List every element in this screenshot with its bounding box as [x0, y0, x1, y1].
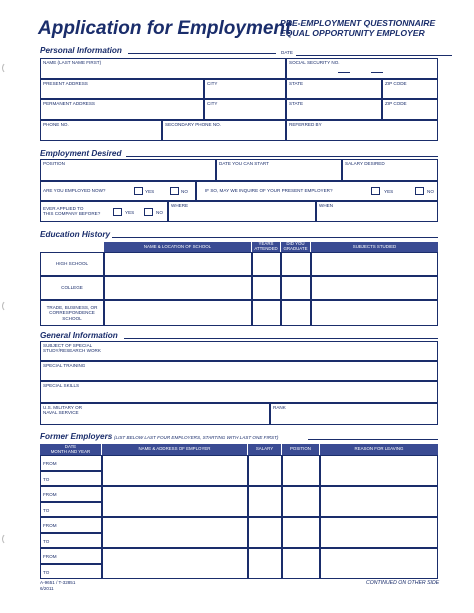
former-3-salary[interactable]: [248, 517, 282, 548]
former-1-position[interactable]: [282, 455, 320, 486]
former-note: (LIST BELOW LAST FOUR EMPLOYERS, STARTING WITH LAST ONE FIRST): [114, 435, 279, 440]
former-4-reason[interactable]: [320, 548, 438, 579]
edu-row-college-label: [40, 276, 104, 300]
former-1-to-date[interactable]: [40, 471, 102, 487]
punch-hole-bottom: [2, 533, 14, 545]
edu-trade-grad[interactable]: [281, 300, 311, 326]
phone-label: PHONE NO.: [43, 122, 69, 127]
applied-before-yes-label: YES: [125, 210, 135, 215]
special-study-label-2: STUDY/RESEARCH WORK: [43, 348, 101, 354]
ssn-dash-2: [371, 72, 383, 73]
ssn-dash-1: [338, 72, 350, 73]
permanent-state-field[interactable]: [286, 99, 382, 120]
personal-heading: Personal Information: [40, 46, 122, 55]
present-city-label: CITY: [207, 81, 218, 86]
applied-before-no-checkbox[interactable]: [144, 208, 153, 216]
rank-label: RANK: [273, 405, 286, 410]
permanent-address-field[interactable]: [40, 99, 204, 120]
start-date-label: DATE YOU CAN START: [219, 161, 269, 166]
special-study-label-1: SUBJECT OF SPECIAL: [43, 343, 93, 348]
continued-note: CONTINUED ON OTHER SIDE: [366, 580, 440, 586]
to-label: TO: [43, 507, 50, 513]
employed-now-yes-checkbox[interactable]: [134, 187, 143, 195]
form-subtitle: [280, 18, 435, 38]
former-2-to-date[interactable]: [40, 502, 102, 518]
former-3-to-date[interactable]: [40, 533, 102, 549]
edu-high-school-text: HIGH SCHOOL: [55, 261, 89, 267]
present-state-label: STATE: [289, 81, 304, 86]
permanent-zip-label: ZIP CODE: [385, 101, 407, 106]
former-col-position: POSITION: [282, 444, 320, 455]
inquire-no-label: NO: [427, 189, 434, 194]
former-3-from-date[interactable]: [40, 517, 102, 533]
position-label: POSITION: [43, 161, 65, 166]
to-label: TO: [43, 538, 50, 544]
special-training-label: SPECIAL TRAINING: [43, 363, 86, 368]
edu-college-grad[interactable]: [281, 276, 311, 300]
present-address-label: PRESENT ADDRESS: [43, 81, 88, 86]
secondary-phone-label: SECONDARY PHONE NO.: [165, 122, 221, 127]
where-label: WHERE: [171, 203, 189, 208]
applied-before-no-label: NO: [156, 210, 163, 215]
military-label-2: NAVAL SERVICE: [43, 410, 79, 416]
edu-col-graduate-line-2: GRADUATE: [283, 246, 308, 251]
former-col-name: NAME & ADDRESS OF EMPLOYER: [102, 444, 248, 455]
ssn-label: SOCIAL SECURITY NO.: [289, 60, 340, 65]
education-heading-rule: [112, 237, 438, 238]
personal-heading-rule: [128, 53, 276, 54]
permanent-state-label: STATE: [289, 101, 304, 106]
where-field[interactable]: [168, 201, 316, 222]
edu-col-graduate-line-1: DID YOU: [286, 241, 305, 247]
former-2-salary[interactable]: [248, 486, 282, 517]
special-skills-field[interactable]: [40, 381, 438, 403]
present-city-field[interactable]: [204, 79, 286, 99]
military-label-1: U.S. MILITARY OR: [43, 405, 83, 410]
permanent-city-field[interactable]: [204, 99, 286, 120]
inquire-yes-label: YES: [384, 189, 394, 194]
former-col-date: [40, 444, 102, 455]
edu-high-school-grad[interactable]: [281, 252, 311, 276]
referred-by-field[interactable]: [286, 120, 438, 141]
special-training-field[interactable]: [40, 361, 438, 381]
edu-trade-text-1: TRADE, BUSINESS, OR: [46, 305, 98, 311]
phone-field[interactable]: [40, 120, 162, 141]
name-label: NAME (LAST NAME FIRST): [43, 60, 102, 65]
edu-col-years: [252, 242, 281, 252]
former-3-position[interactable]: [282, 517, 320, 548]
former-1-salary[interactable]: [248, 455, 282, 486]
form-title: Application for Employment: [38, 18, 292, 39]
special-study-field[interactable]: [40, 341, 438, 361]
employed-now-no-label: NO: [181, 189, 188, 194]
secondary-phone-field[interactable]: [162, 120, 286, 141]
ssn-field[interactable]: [286, 58, 438, 79]
to-label: TO: [43, 569, 50, 575]
present-zip-field[interactable]: [382, 79, 438, 99]
date-label: DATE: [281, 50, 293, 55]
to-label: TO: [43, 476, 50, 482]
when-field[interactable]: [316, 201, 438, 222]
edu-high-school-years[interactable]: [252, 252, 281, 276]
former-1-from-date[interactable]: [40, 455, 102, 471]
edu-trade-subjects[interactable]: [311, 300, 438, 326]
applied-before-yes-checkbox[interactable]: [113, 208, 122, 216]
subtitle-line-2: EQUAL OPPORTUNITY EMPLOYER: [280, 28, 425, 38]
special-skills-label: SPECIAL SKILLS: [43, 383, 80, 388]
edu-row-high-school-label: [40, 252, 104, 276]
inquire-label: IF SO, MAY WE INQUIRE OF YOUR PRESENT EMPLOYER?: [205, 188, 333, 193]
former-col-date-line-2: MONTH AND YEAR: [50, 448, 91, 454]
former-heading-rule: [308, 439, 438, 440]
edu-high-school-name[interactable]: [104, 252, 252, 276]
from-label: FROM: [43, 523, 57, 528]
rank-field[interactable]: [270, 403, 438, 425]
applied-before-label: [43, 206, 100, 216]
applied-before-label-line-2: THIS COMPANY BEFORE?: [43, 211, 101, 217]
punch-hole-middle: [2, 300, 14, 312]
inquire-yes-checkbox[interactable]: [371, 187, 380, 195]
salary-desired-label: SALARY DESIRED: [345, 161, 385, 166]
former-2-from-date[interactable]: [40, 486, 102, 502]
referred-by-label: REFERRED BY: [289, 122, 322, 127]
general-heading: General Information: [40, 331, 118, 340]
general-heading-rule: [124, 338, 438, 339]
present-address-field[interactable]: [40, 79, 204, 99]
name-field[interactable]: [40, 58, 286, 79]
when-label: WHEN: [319, 203, 334, 208]
former-1-name[interactable]: [102, 455, 248, 486]
former-3-reason[interactable]: [320, 517, 438, 548]
date-field[interactable]: [296, 55, 452, 56]
edu-col-school: NAME & LOCATION OF SCHOOL: [104, 242, 252, 252]
from-label: FROM: [43, 554, 57, 559]
permanent-city-label: CITY: [207, 101, 218, 106]
edu-row-trade-label: [40, 300, 104, 326]
edu-col-subjects: SUBJECTS STUDIED: [311, 242, 438, 252]
start-date-field[interactable]: [216, 159, 342, 181]
employed-now-yes-label: YES: [145, 189, 155, 194]
former-col-date-line-1: DATE: [64, 443, 77, 449]
former-col-reason: REASON FOR LEAVING: [320, 444, 438, 455]
salary-desired-field[interactable]: [342, 159, 438, 181]
edu-high-school-subjects[interactable]: [311, 252, 438, 276]
applied-before-label-line-1: EVER APPLIED TO: [43, 206, 84, 211]
edu-col-graduate: [281, 242, 311, 252]
punch-hole-top: [2, 62, 14, 74]
former-4-position[interactable]: [282, 548, 320, 579]
from-label: FROM: [43, 461, 57, 466]
edu-trade-text-3: SCHOOL: [62, 315, 82, 321]
edu-college-subjects[interactable]: [311, 276, 438, 300]
subtitle-line-1: PRE-EMPLOYMENT QUESTIONNAIRE: [280, 18, 436, 28]
former-1-reason[interactable]: [320, 455, 438, 486]
employment-heading-rule: [126, 156, 438, 157]
edu-col-years-line-1: YEARS: [258, 241, 274, 247]
former-4-to-date[interactable]: [40, 564, 102, 580]
employed-now-no-checkbox[interactable]: [170, 187, 179, 195]
form-number: A-9651 / T-32851: [40, 580, 76, 585]
former-2-name[interactable]: [102, 486, 248, 517]
edu-trade-years[interactable]: [252, 300, 281, 326]
former-heading: Former Employers: [40, 432, 113, 441]
present-state-field[interactable]: [286, 79, 382, 99]
edu-trade-name[interactable]: [104, 300, 252, 326]
edu-trade-text-2: CORRESPONDENCE: [49, 310, 95, 316]
edu-college-years[interactable]: [252, 276, 281, 300]
permanent-address-label: PERMANENT ADDRESS: [43, 101, 95, 106]
former-4-name[interactable]: [102, 548, 248, 579]
edu-college-name[interactable]: [104, 276, 252, 300]
employment-heading: Employment Desired: [40, 149, 122, 158]
permanent-zip-field[interactable]: [382, 99, 438, 120]
inquire-no-checkbox[interactable]: [415, 187, 424, 195]
former-4-salary[interactable]: [248, 548, 282, 579]
form-date: 6/2011: [40, 586, 54, 591]
edu-col-years-line-2: ATTENDED: [254, 246, 278, 251]
employed-now-label: ARE YOU EMPLOYED NOW?: [43, 188, 106, 193]
former-2-position[interactable]: [282, 486, 320, 517]
education-heading: Education History: [40, 230, 111, 239]
military-field[interactable]: [40, 403, 270, 425]
present-zip-label: ZIP CODE: [385, 81, 407, 86]
former-3-name[interactable]: [102, 517, 248, 548]
position-field[interactable]: [40, 159, 216, 181]
former-2-reason[interactable]: [320, 486, 438, 517]
edu-college-text: COLLEGE: [61, 285, 83, 291]
former-4-from-date[interactable]: [40, 548, 102, 564]
former-col-salary: SALARY: [248, 444, 282, 455]
from-label: FROM: [43, 492, 57, 497]
